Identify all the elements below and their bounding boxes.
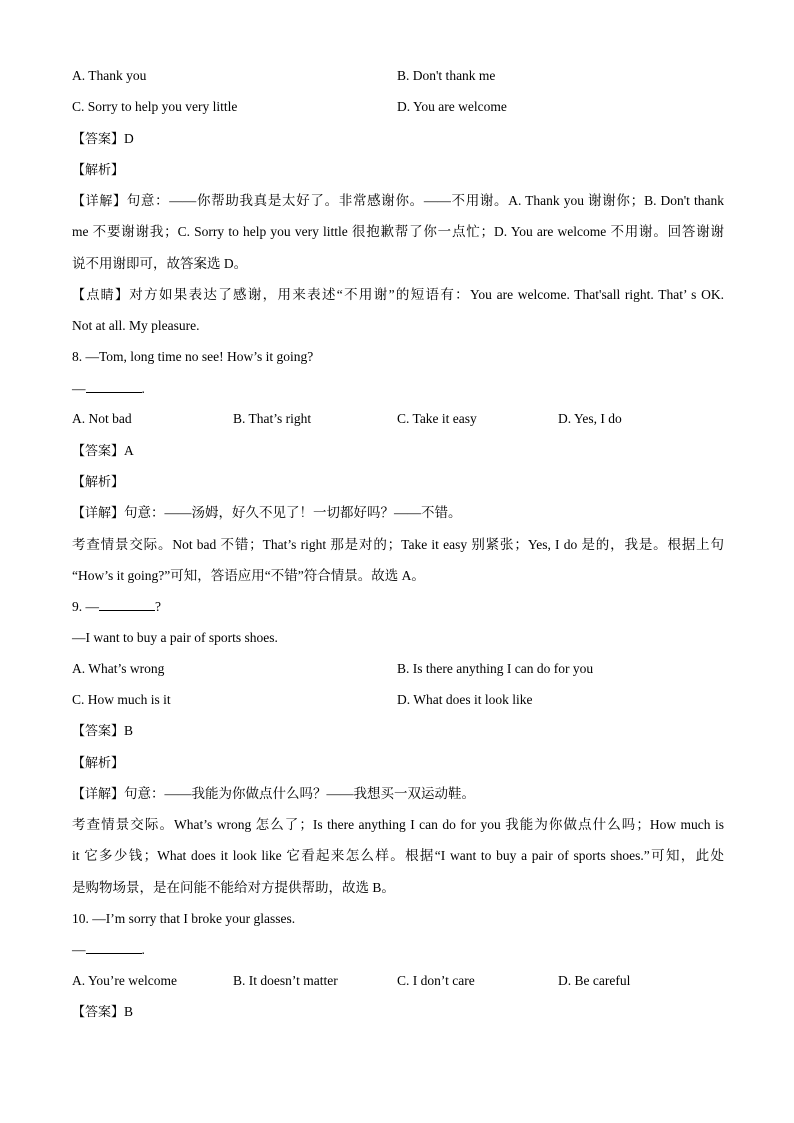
q10-stem: 10. —I’m sorry that I broke your glasses. [72, 911, 296, 926]
q8-dot: . [141, 381, 145, 396]
q8-detail-line-3: “How’s it going?”可知，答语应用“不错”符合情景。故选 A。 [72, 568, 425, 583]
q9-stem-suffix: ? [155, 599, 161, 614]
q10-answer-blank [86, 941, 142, 954]
q9-stem-prefix: 9. — [72, 599, 99, 614]
q9-detail-line-1 [72, 784, 724, 805]
q9-answer: B [124, 723, 134, 738]
q10-dash: — [72, 942, 86, 957]
q8-option-b: B. That’s right [233, 411, 312, 426]
q7-tip-line-2: Not at all. My pleasure. [72, 318, 200, 333]
analysis-tag: 【解析】 [72, 163, 125, 178]
q9-option-c: C. How much is it [72, 692, 171, 707]
q8-answer-blank [86, 380, 142, 393]
q8-analysis-heading [72, 472, 724, 493]
q9-reply: —I want to buy a pair of sports shoes. [72, 630, 278, 645]
q10-option-b: B. It doesn’t matter [233, 973, 338, 988]
answer-tag: 【答案】 [72, 132, 125, 147]
q8-reply-blank-line [72, 379, 724, 399]
q8-option-a: A. Not bad [72, 411, 132, 426]
q9-option-a: A. What’s wrong [72, 661, 165, 676]
q9-detail-line-4: 是购物场景，是在问能不能给对方提供帮助，故选 B。 [72, 880, 395, 895]
q10-reply-blank-line [72, 940, 724, 960]
q7-answer-line [72, 129, 724, 150]
q7-option-c: C. Sorry to help you very little [72, 99, 238, 114]
answer-tag: 【答案】 [72, 1005, 125, 1020]
q7-detail-line-3: 说不用谢即可，故答案选 D。 [72, 256, 248, 271]
q8-dash: — [72, 381, 86, 396]
q7-option-d: D. You are welcome [397, 99, 507, 114]
q10-option-d: D. Be careful [558, 973, 631, 988]
detail-tag: 【详解】 [72, 506, 125, 521]
detail-tag: 【详解】 [72, 787, 125, 802]
q7-answer: D [124, 131, 134, 146]
q10-option-c: C. I don’t care [397, 973, 475, 988]
q8-detail-line-1 [72, 503, 724, 524]
q8-detail-text-1: 句意：——汤姆，好久不见了！一切都好吗？——不错。 [124, 505, 462, 520]
q9-answer-line [72, 721, 724, 742]
q9-option-b: B. Is there anything I can do for you [397, 661, 594, 676]
q9-detail-line-3: it 它多少钱；What does it look like 它看起来怎么样。根据“I want to buy a pair of sports shoes.”可知，此处 [72, 848, 724, 863]
q7-analysis-heading [72, 160, 724, 181]
tip-tag: 【点睛】 [72, 288, 130, 303]
q9-stem [72, 597, 724, 617]
analysis-tag: 【解析】 [72, 475, 125, 490]
answer-tag: 【答案】 [72, 724, 125, 739]
q10-answer: B [124, 1004, 134, 1019]
q7-detail-line-2: me 不要谢谢我；C. Sorry to help you very little 很抱歉帮了你一点忙；D. You are welcome 不用谢。回答谢谢 [72, 224, 724, 239]
q7-tip-text-1: 对方如果表达了感谢，用来表述“不用谢”的短语有：You are welcome. That'sall right. That’ s OK. [129, 287, 724, 302]
answer-tag: 【答案】 [72, 444, 125, 459]
q8-detail-line-2: 考查情景交际。Not bad 不错；That’s right 那是对的；Take it easy 别紧张；Yes, I do 是的，我是。根据上句 [72, 537, 724, 552]
q8-stem: 8. —Tom, long time no see! How’s it going? [72, 349, 314, 364]
q7-detail-text-1: 句意：——你帮助我真是太好了。非常感谢你。——不用谢。A. Thank you 谢谢你；B. Don't thank [126, 193, 724, 208]
q8-option-c: C. Take it easy [397, 411, 477, 426]
q10-option-a: A. You’re welcome [72, 973, 177, 988]
q9-option-d: D. What does it look like [397, 692, 533, 707]
q10-dot: . [141, 942, 145, 957]
q9-answer-blank [99, 598, 155, 611]
q7-detail-line-1 [72, 191, 724, 212]
q8-answer-line [72, 441, 724, 462]
analysis-tag: 【解析】 [72, 756, 125, 771]
q8-answer: A [124, 443, 134, 458]
q7-option-b: B. Don't thank me [397, 68, 496, 83]
q7-option-a: A. Thank you [72, 68, 147, 83]
q9-detail-text-1: 句意：——我能为你做点什么吗？——我想买一双运动鞋。 [124, 786, 476, 801]
q9-detail-line-2: 考查情景交际。What’s wrong 怎么了；Is there anything I can do for you 我能为你做点什么吗；How much is [72, 817, 724, 832]
q8-option-d: D. Yes, I do [558, 411, 622, 426]
q9-analysis-heading [72, 753, 724, 774]
q7-tip-line-1 [72, 285, 724, 306]
q10-answer-line [72, 1002, 724, 1023]
detail-tag: 【详解】 [72, 194, 127, 209]
